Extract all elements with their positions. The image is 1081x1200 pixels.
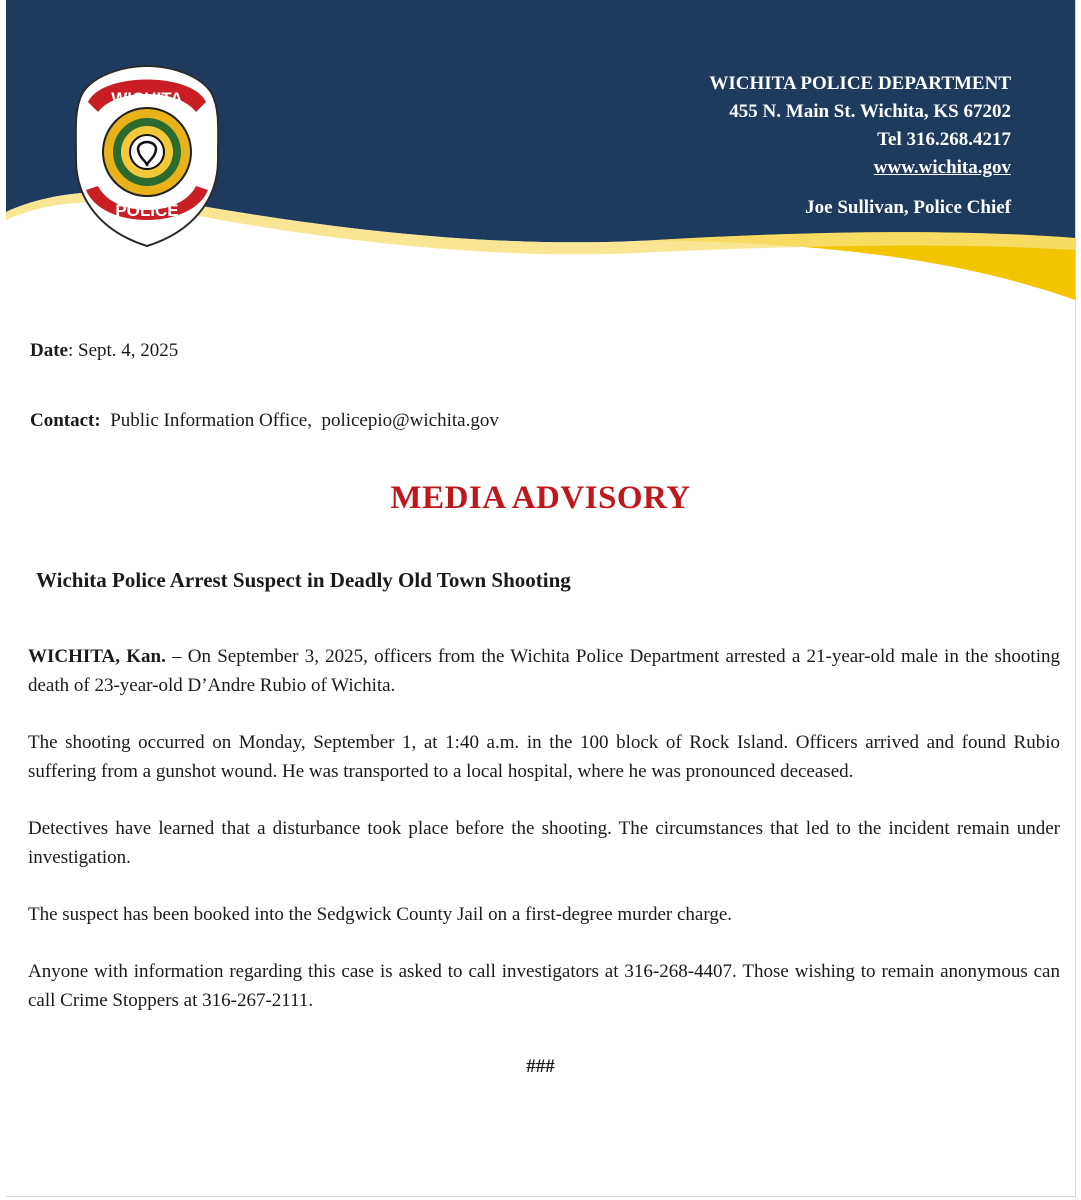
paragraph-2: The shooting occurred on Monday, September 1, at 1:40 a.m. in the 100 block of Rock Island. Officers arrived and found Rubio suffering from a gunshot wound. He was transported to a local hospital, where he was pronounced deceased. (28, 732, 1060, 782)
release-body (28, 642, 1060, 1043)
department-name: WICHITA POLICE DEPARTMENT (709, 73, 1011, 94)
paragraph-3: Detectives have learned that a disturbance took place before the shooting. The circumstances that led to the incident remain under investigation. (28, 818, 1060, 868)
date-value: Sept. 4, 2025 (78, 340, 179, 361)
date-line: Date: Sept. 4, 2025 (30, 340, 179, 361)
end-mark: ### (526, 1056, 555, 1077)
dateline: WICHITA, Kan. (28, 646, 166, 667)
paragraph-1-text: – On September 3, 2025, officers from the Wichita Police Department arrested a 21-year-old male in the shooting death of 23-year-old D’Andre Rubio of Wichita. (28, 646, 1060, 696)
contact-line (30, 410, 499, 432)
police-chief: Joe Sullivan, Police Chief (805, 197, 1011, 218)
wichita-police-badge (72, 60, 222, 250)
department-phone: Tel 316.268.4217 (877, 129, 1011, 150)
media-advisory-title: MEDIA ADVISORY (390, 480, 691, 516)
date-label: Date (30, 340, 68, 361)
release-headline: Wichita Police Arrest Suspect in Deadly Old Town Shooting (36, 568, 571, 592)
paragraph-1 (28, 642, 1060, 700)
paragraph-5: Anyone with information regarding this case is asked to call investigators at 316-268-4407. Those wishing to remain anonymous can call Crime Stoppers at 316-267-2111. (28, 961, 1060, 1011)
press-release-page (6, 0, 1076, 1197)
badge-bottom-text: POLICE (115, 201, 179, 220)
department-address: 455 N. Main St. Wichita, KS 67202 (729, 101, 1011, 122)
badge-top-text: WICHITA (111, 89, 183, 108)
contact-value: Public Information Office, policepio@wichita.gov (110, 410, 499, 431)
contact-label: Contact: (30, 410, 101, 431)
department-website-link[interactable]: www.wichita.gov (873, 157, 1011, 178)
paragraph-4: The suspect has been booked into the Sedgwick County Jail on a first-degree murder charge. (28, 904, 733, 925)
department-contact-block (709, 70, 1011, 222)
